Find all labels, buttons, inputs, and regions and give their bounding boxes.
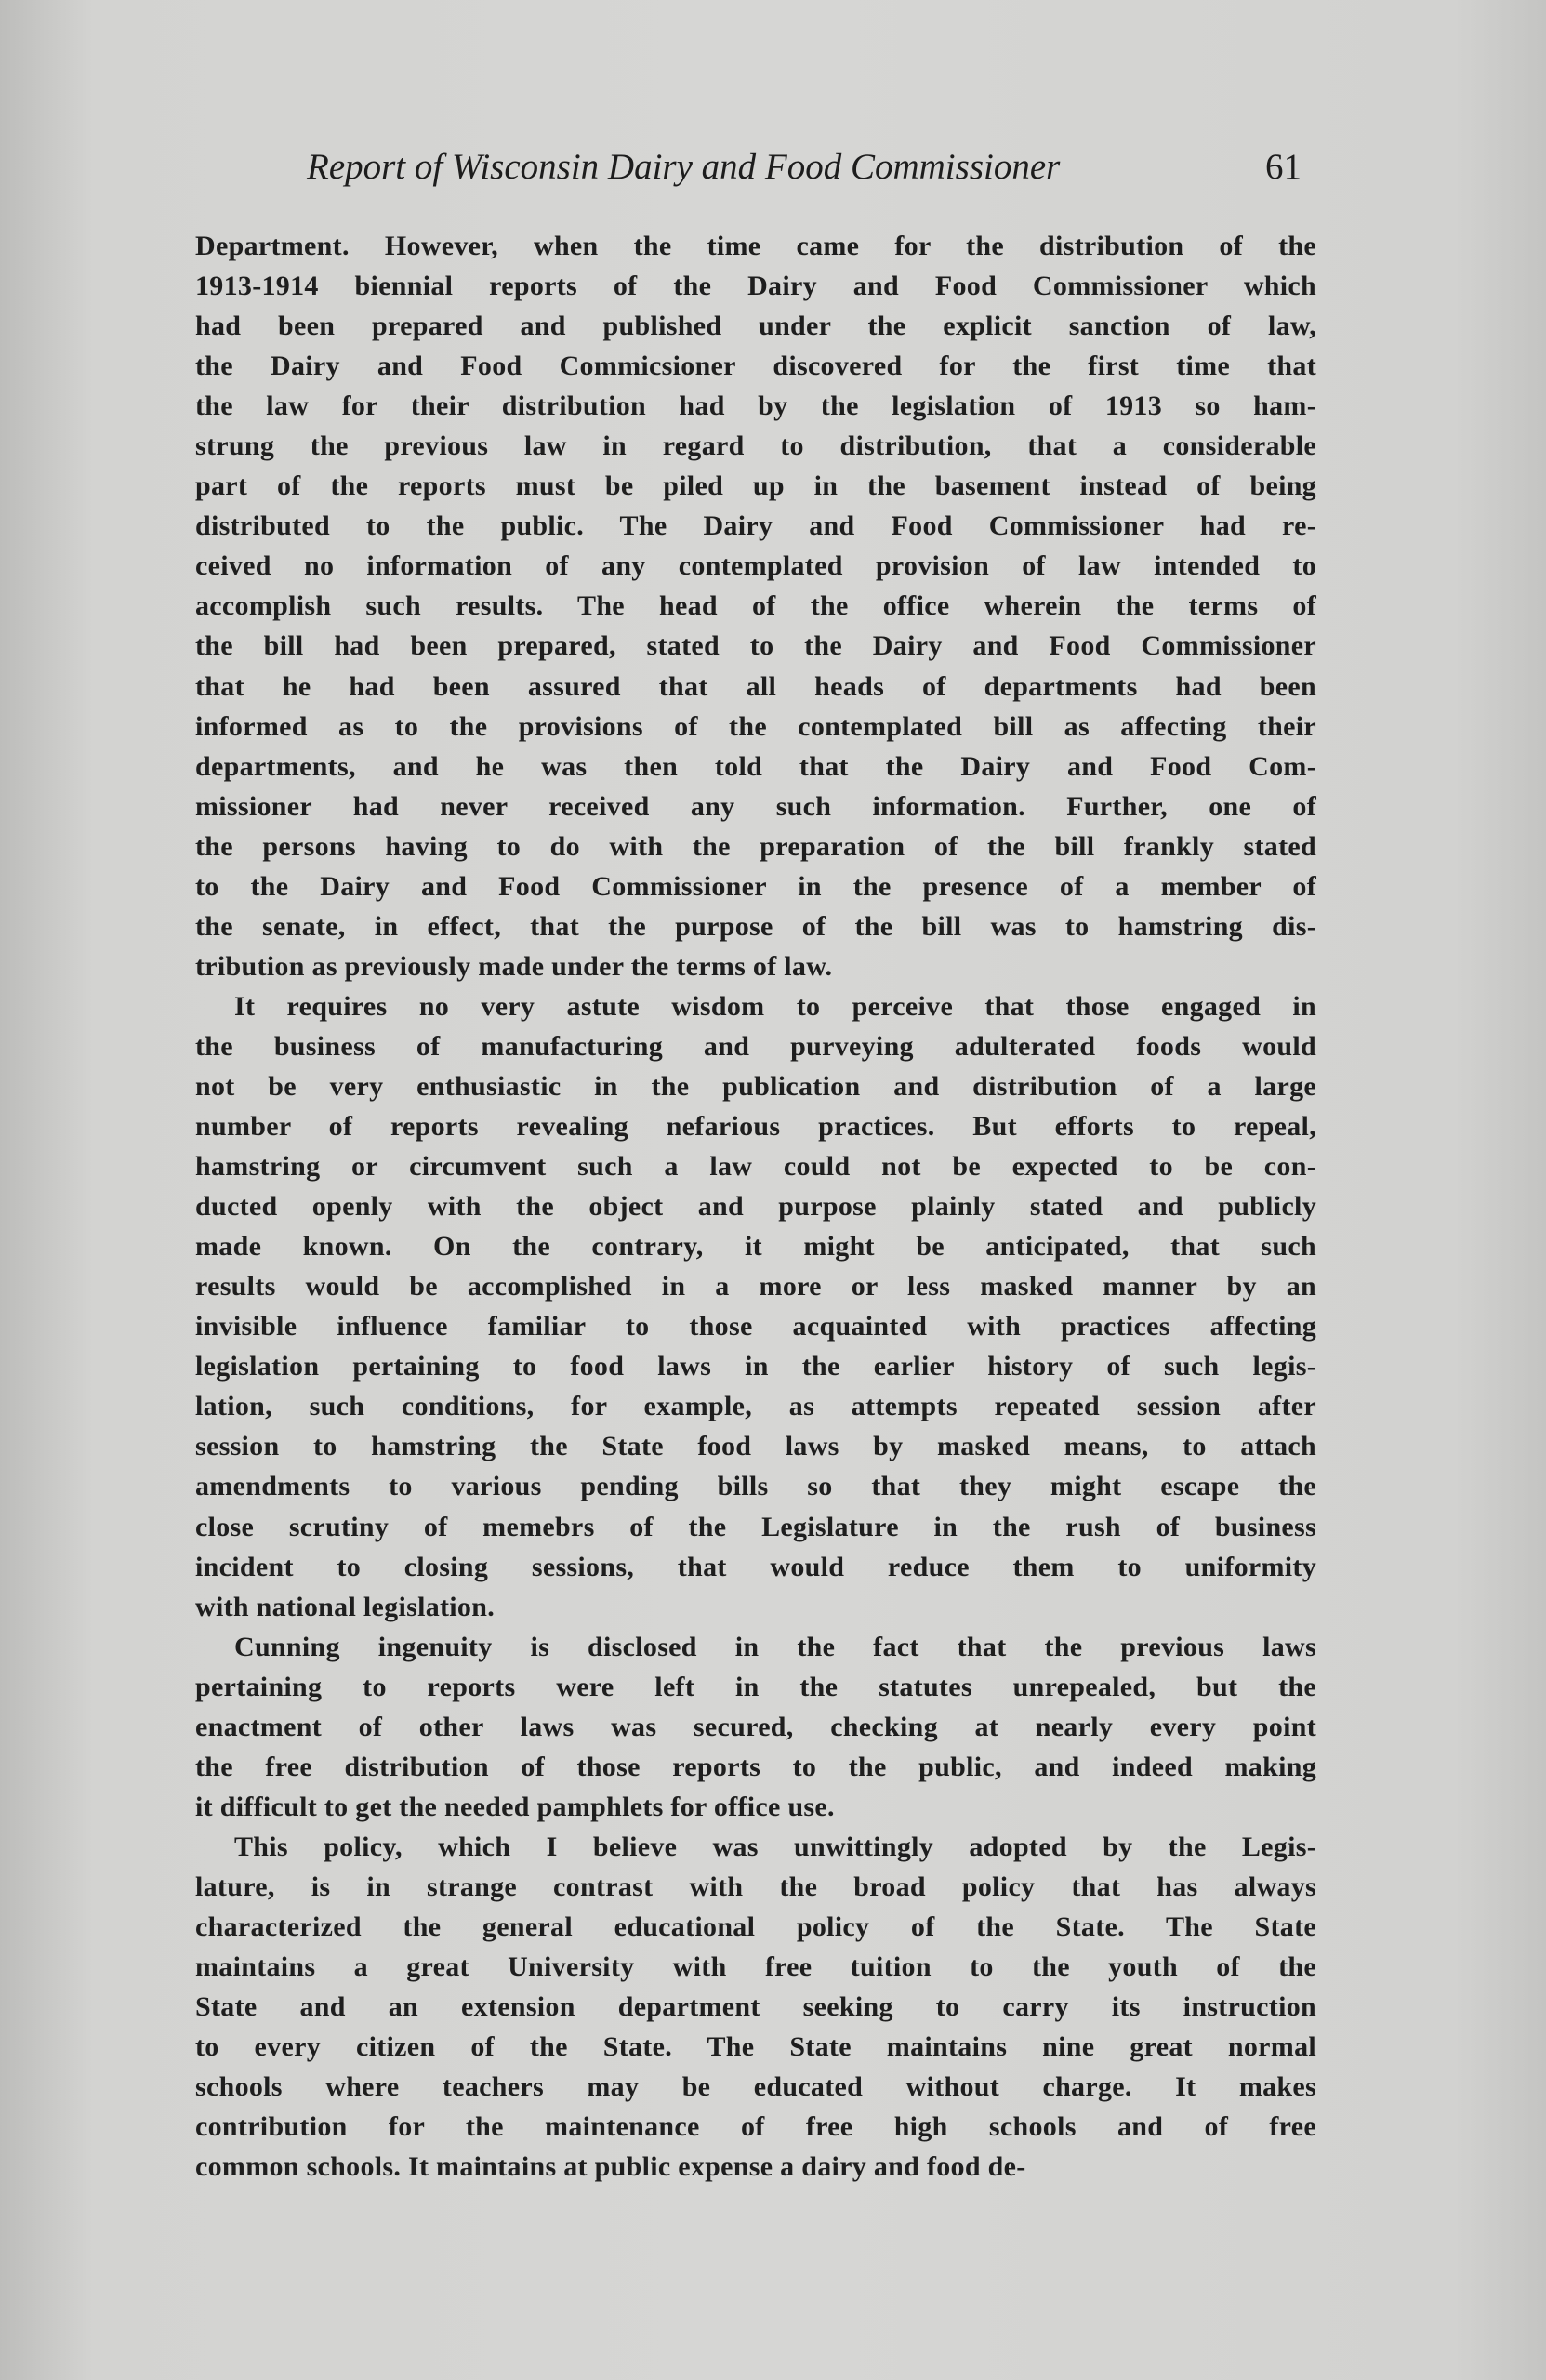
text-line: the persons having to do with the preparation of the bill frankly stated <box>195 830 1316 862</box>
text-line: distributed to the public. The Dairy and Food Commissioner had re- <box>195 510 1316 542</box>
text-line: pertaining to reports were left in the statutes unrepealed, but the <box>195 1671 1316 1702</box>
text-line: the law for their distribution had by the legislation of 1913 so ham- <box>195 390 1316 422</box>
text-line: ceived no information of any contemplated provision of law intended to <box>195 550 1316 582</box>
text-line: part of the reports must be piled up in the basement instead of being <box>195 470 1316 502</box>
text-line: the Dairy and Food Commicsioner discovered for the first time that <box>195 350 1316 382</box>
text-line: enactment of other laws was secured, checking at nearly every point <box>195 1711 1316 1742</box>
text-line: incident to closing sessions, that would reduce them to uniformity <box>195 1551 1316 1582</box>
text-line: informed as to the provisions of the contemplated bill as affecting their <box>195 710 1316 742</box>
paragraph-2 <box>195 986 1316 1627</box>
text-line: This policy, which I believe was unwittingly adopted by the Legis- <box>234 1831 1316 1862</box>
text-line: common schools. It maintains at public expense a dairy and food de- <box>195 2151 1026 2183</box>
text-line: lature, is in strange contrast with the broad policy that has always <box>195 1871 1316 1902</box>
text-line: Department. However, when the time came for the distribution of the <box>195 231 1316 261</box>
text-line: session to hamstring the State food laws by masked means, to attach <box>195 1431 1316 1462</box>
text-line: the senate, in effect, that the purpose of the bill was to hamstring dis- <box>195 910 1316 942</box>
running-head <box>307 141 1302 197</box>
text-line: tribution as previously made under the terms of law. <box>195 950 833 982</box>
page-number: 61 <box>1265 147 1302 187</box>
text-line: number of reports revealing nefarious practices. But efforts to repeal, <box>195 1111 1316 1143</box>
text-line: lation, such conditions, for example, as attempts repeated session after <box>195 1391 1316 1422</box>
text-line: departments, and he was then told that the Dairy and Food Com- <box>195 750 1316 782</box>
text-line: missioner had never received any such information. Further, one of <box>195 790 1316 822</box>
paragraph-4 <box>195 1827 1316 2187</box>
text-line: it difficult to get the needed pamphlets for office use. <box>195 1791 835 1822</box>
text-line: had been prepared and published under the explicit sanction of law, <box>195 311 1316 342</box>
text-line: the free distribution of those reports to the public, and indeed making <box>195 1751 1316 1782</box>
text-line: State and an extension department seeking to carry its instruction <box>195 1991 1316 2023</box>
text-line: contribution for the maintenance of free high schools and of free <box>195 2111 1316 2143</box>
text-line: that he had been assured that all heads of departments had been <box>195 670 1316 702</box>
text-line: 1913-1914 biennial reports of the Dairy and Food Commissioner which <box>195 271 1316 302</box>
text-line: made known. On the contrary, it might be anticipated, that such <box>195 1231 1316 1263</box>
text-line: Cunning ingenuity is disclosed in the fact that the previous laws <box>234 1631 1316 1662</box>
text-line: legislation pertaining to food laws in the earlier history of such legis- <box>195 1351 1316 1382</box>
text-line: hamstring or circumvent such a law could not be expected to be con- <box>195 1151 1316 1183</box>
body-text <box>195 226 1316 2187</box>
running-title: Report of Wisconsin Dairy and Food Commissioner <box>307 147 1061 187</box>
text-line: close scrutiny of memebrs of the Legislature in the rush of business <box>195 1511 1316 1542</box>
text-line: results would be accomplished in a more or less masked manner by an <box>195 1271 1316 1302</box>
text-line: characterized the general educational policy of the State. The State <box>195 1911 1316 1942</box>
text-line: to the Dairy and Food Commissioner in the presence of a member of <box>195 870 1316 902</box>
text-line: not be very enthusiastic in the publication and distribution of a large <box>195 1070 1316 1102</box>
paragraph-3 <box>195 1627 1316 1827</box>
paragraph-1 <box>195 226 1316 986</box>
text-line: It requires no very astute wisdom to perceive that those engaged in <box>234 990 1316 1022</box>
text-line: maintains a great University with free tuition to the youth of the <box>195 1951 1316 1983</box>
text-line: amendments to various pending bills so that they might escape the <box>195 1471 1316 1502</box>
text-line: schools where teachers may be educated without charge. It makes <box>195 2071 1316 2103</box>
text-line: with national legislation. <box>195 1591 496 1622</box>
text-line: the bill had been prepared, stated to the Dairy and Food Commissioner <box>195 630 1316 662</box>
text-line: strung the previous law in regard to distribution, that a considerable <box>195 430 1316 462</box>
text-line: to every citizen of the State. The State maintains nine great normal <box>195 2031 1316 2063</box>
text-line: invisible influence familiar to those acquainted with practices affecting <box>195 1311 1316 1342</box>
text-line: ducted openly with the object and purpose plainly stated and publicly <box>195 1191 1316 1223</box>
text-line: accomplish such results. The head of the office wherein the terms of <box>195 590 1316 622</box>
text-line: the business of manufacturing and purveying adulterated foods would <box>195 1030 1316 1062</box>
